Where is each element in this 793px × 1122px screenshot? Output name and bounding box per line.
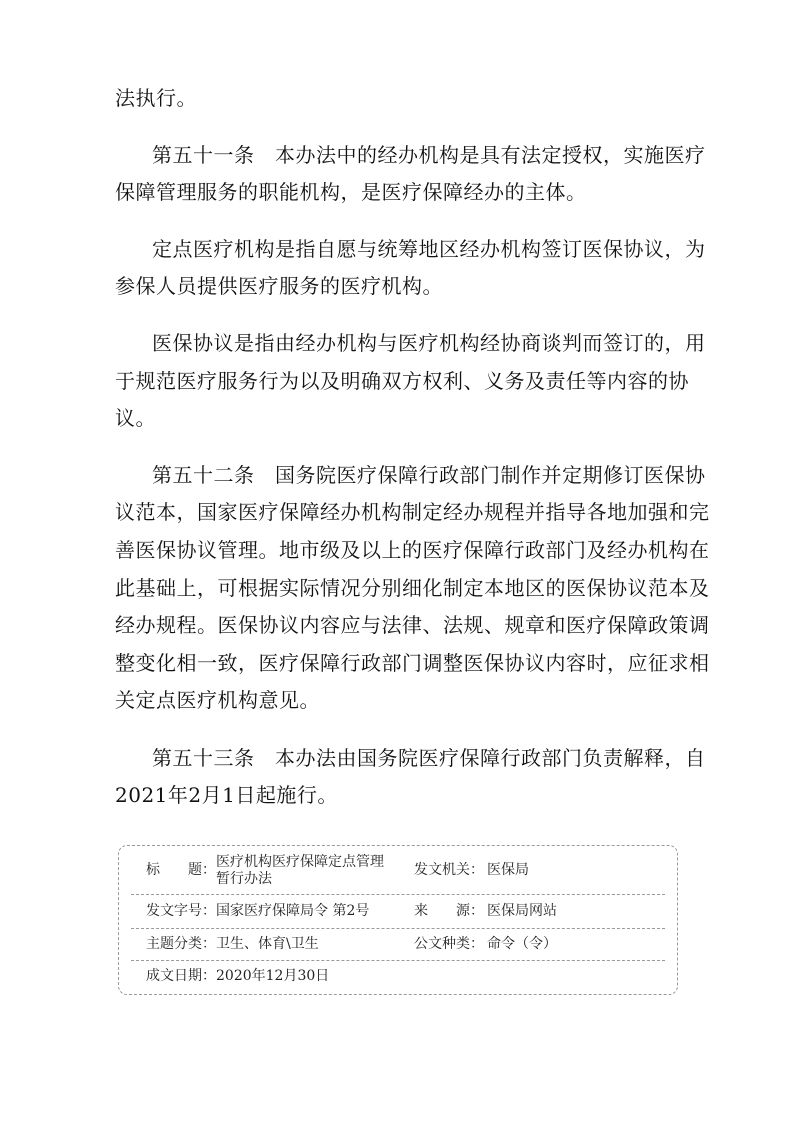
- source-value: 医保局网站: [487, 903, 557, 919]
- doc-number-label: 发文字号：: [146, 903, 216, 919]
- text-line: 善医保协议管理。地市级及以上的医疗保障行政部门及经办机构在: [115, 538, 710, 562]
- date-label: 成文日期：: [146, 968, 216, 984]
- text-line: 法执行。: [115, 86, 197, 110]
- issuer-value: 医保局: [487, 862, 529, 878]
- metadata-row-date: [131, 960, 665, 992]
- text-line: 整变化相一致，医疗保障行政部门调整医保协议内容时，应征求相: [115, 651, 710, 675]
- category-value: 卫生、体育\卫生: [216, 936, 319, 952]
- metadata-row-docno: [131, 894, 665, 929]
- doc-type-value: 命令（令）: [487, 936, 557, 952]
- text-line: 第五十一条 本办法中的经办机构是具有法定授权，实施医疗: [152, 143, 706, 167]
- category-label: 主题分类：: [146, 936, 216, 952]
- date-value: 2020年12月30日: [216, 968, 330, 984]
- text-line: 于规范医疗服务行为以及明确双方权利、义务及责任等内容的协: [115, 369, 689, 393]
- source-label: 来 源：: [414, 903, 484, 919]
- text-line: 第五十二条 国务院医疗保障行政部门制作并定期修订医保协: [152, 463, 706, 487]
- text-line: 定点医疗机构是指自愿与统筹地区经办机构签订医保协议，为: [152, 237, 706, 261]
- document-metadata-box: [118, 845, 678, 995]
- text-line: 此基础上，可根据实际情况分别细化制定本地区的医保协议范本及: [115, 576, 710, 600]
- issuer-label: 发文机关：: [414, 862, 484, 878]
- doc-number-value: 国家医疗保障局令 第2号: [216, 903, 370, 919]
- text-line: 议。: [115, 406, 156, 430]
- title-value: 医疗机构医疗保障定点管理暂行办法: [216, 854, 384, 887]
- text-line: 医保协议是指由经办机构与医疗机构经协商谈判而签订的，用: [152, 331, 706, 355]
- text-line: 参保人员提供医疗服务的医疗机构。: [115, 274, 443, 298]
- metadata-row-title: [131, 846, 665, 895]
- text-line: 经办规程。医保协议内容应与法律、法规、规章和医疗保障政策调: [115, 613, 710, 637]
- text-line: 关定点医疗机构意见。: [115, 688, 320, 712]
- text-line: 保障管理服务的职能机构，是医疗保障经办的主体。: [115, 180, 587, 204]
- text-line: 2021年2月1日起施行。: [115, 783, 338, 807]
- text-line: 第五十三条 本办法由国务院医疗保障行政部门负责解释，自: [152, 746, 706, 770]
- doc-type-label: 公文种类：: [414, 936, 484, 952]
- text-line: 议范本，国家医疗保障经办机构制定经办规程并指导各地加强和完: [115, 500, 710, 524]
- metadata-row-category: [131, 928, 665, 961]
- title-label: 标 题：: [146, 862, 216, 878]
